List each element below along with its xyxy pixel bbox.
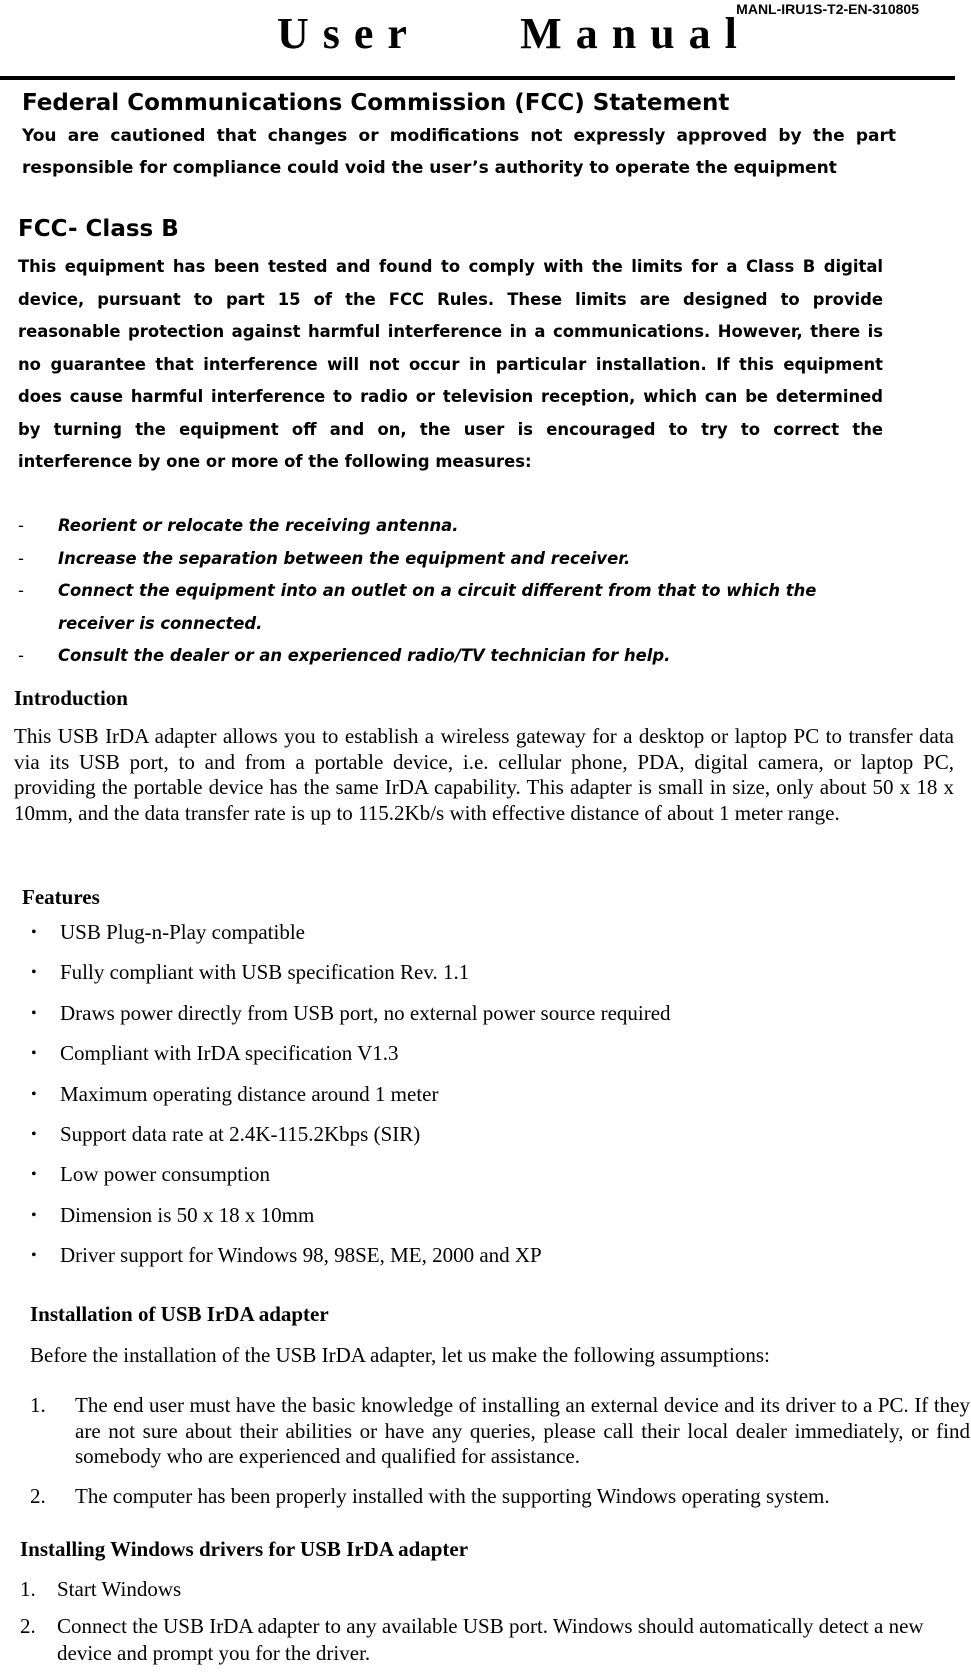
list-item [30,1484,970,1510]
list-item [22,962,671,1002]
list-item [18,510,888,543]
fcc-measures-list [18,510,888,673]
step-text: Connect the USB IrDA adapter to any available USB port. Windows should automatically detect a new device and prompt you for the driver. [57,1614,924,1665]
list-item [22,1245,671,1285]
assumption-text: The computer has been properly installed with the supporting Windows operating system. [75,1483,830,1508]
features-list [22,922,671,1286]
page-title: User Manual [277,9,751,58]
feature-text: Low power consumption [60,1162,270,1187]
list-item [22,1081,671,1124]
assumptions-list [30,1393,970,1523]
list-item [22,1164,671,1204]
dash-marker: - [18,548,24,568]
feature-text: Driver support for Windows 98, 98SE, ME, 2000 and XP [60,1243,542,1268]
feature-text: Dimension is 50 x 18 x 10mm [60,1202,315,1227]
list-item [18,543,888,576]
step-text: Start Windows [57,1577,182,1601]
list-item [22,1121,671,1164]
bullet-marker: • [31,1004,37,1022]
bullet-marker: • [31,1125,37,1143]
step-number: 2. [20,1614,36,1638]
bullet-marker: • [31,1206,37,1224]
feature-text: Maximum operating distance around 1 meter [60,1081,439,1106]
step-number: 1. [20,1577,36,1601]
feature-text: Draws power directly from USB port, no external power source required [60,1000,671,1025]
title-rule [0,76,955,80]
fcc-class-b-paragraph: This equipment has been tested and found to comply with the limits for a Class B digital device, pursuant to part 15 of the FCC Rules. These limits are designed to provide reasonable protection against harmful interference in a communications. However, there is no guarantee that interference will not occur in particular installation. If this equipment does cause harmful interference to radio or television reception, which can be determined by turning the equipment off and on, the user is encouraged to try to correct the interference by one or more of the following measures: [18,257,883,471]
measure-text: Consult the dealer or an experienced radio/TV technician for help. [58,646,671,665]
assumption-text: The end user must have the basic knowledge of installing an external device and its driver to a PC. If they are not sure about their abilities or have any queries, please call their local dealer immediately, or find somebody who are experienced and qualified for assistance. [75,1393,970,1468]
list-item [18,640,888,673]
fcc-statement-paragraph: You are cautioned that changes or modifications not expressly approved by the part responsible for compliance could void the user’s authority to operate the equipment [22,126,896,178]
document-id: MANL-IRU1S-T2-EN-310805 [736,1,919,17]
list-item [30,1393,970,1470]
list-item [22,1202,671,1245]
list-item [22,1043,671,1083]
list-item [22,1000,671,1043]
list-item [20,1576,960,1603]
measure-text: Reorient or relocate the receiving antenna. [58,516,459,535]
installation-heading: Installation of USB IrDA adapter [30,1302,329,1326]
introduction-paragraph: This USB IrDA adapter allows you to establish a wireless gateway for a desktop or laptop PC to transfer data via its USB port, to and from a portable device, i.e. cellular phone, PDA, digital camera, or laptop PC, providing the portable device has the same IrDA capability. This adapter is small in size, only about 50 x 18 x 10mm, and the data transfer rate is up to 115.2Kb/s with effective distance of about 1 meter range. [14,724,954,826]
driver-steps-list [20,1576,960,1677]
feature-text: Support data rate at 2.4K-115.2Kbps (SIR) [60,1121,421,1146]
item-number: 1. [30,1393,46,1417]
bullet-marker: • [31,964,37,982]
features-heading: Features [22,885,100,909]
drivers-heading: Installing Windows drivers for USB IrDA adapter [20,1537,469,1561]
feature-text: Compliant with IrDA specification V1.3 [60,1041,399,1066]
bullet-marker: • [31,1166,37,1184]
bullet-marker: • [31,924,37,941]
item-number: 2. [30,1483,46,1508]
bullet-marker: • [31,1085,37,1103]
measure-text: Connect the equipment into an outlet on a circuit different from that to which the receiver is connected. [58,581,817,633]
feature-text: USB Plug-n-Play compatible [60,920,305,944]
feature-text: Fully compliant with USB specification Rev. 1.1 [60,960,470,985]
introduction-heading: Introduction [14,686,128,710]
dash-marker: - [18,516,24,535]
fcc-class-b-heading: FCC- Class B [18,216,179,242]
bullet-marker: • [31,1045,37,1063]
bullet-marker: • [31,1247,37,1265]
installation-intro: Before the installation of the USB IrDA adapter, let us make the following assumptions: [30,1343,770,1367]
fcc-statement-heading: Federal Communications Commission (FCC) Statement [22,90,730,116]
list-item [20,1613,960,1667]
list-item [18,575,843,640]
dash-marker: - [18,581,24,600]
list-item [22,922,671,962]
dash-marker: - [18,646,24,665]
measure-text: Increase the separation between the equipment and receiver. [58,548,631,568]
